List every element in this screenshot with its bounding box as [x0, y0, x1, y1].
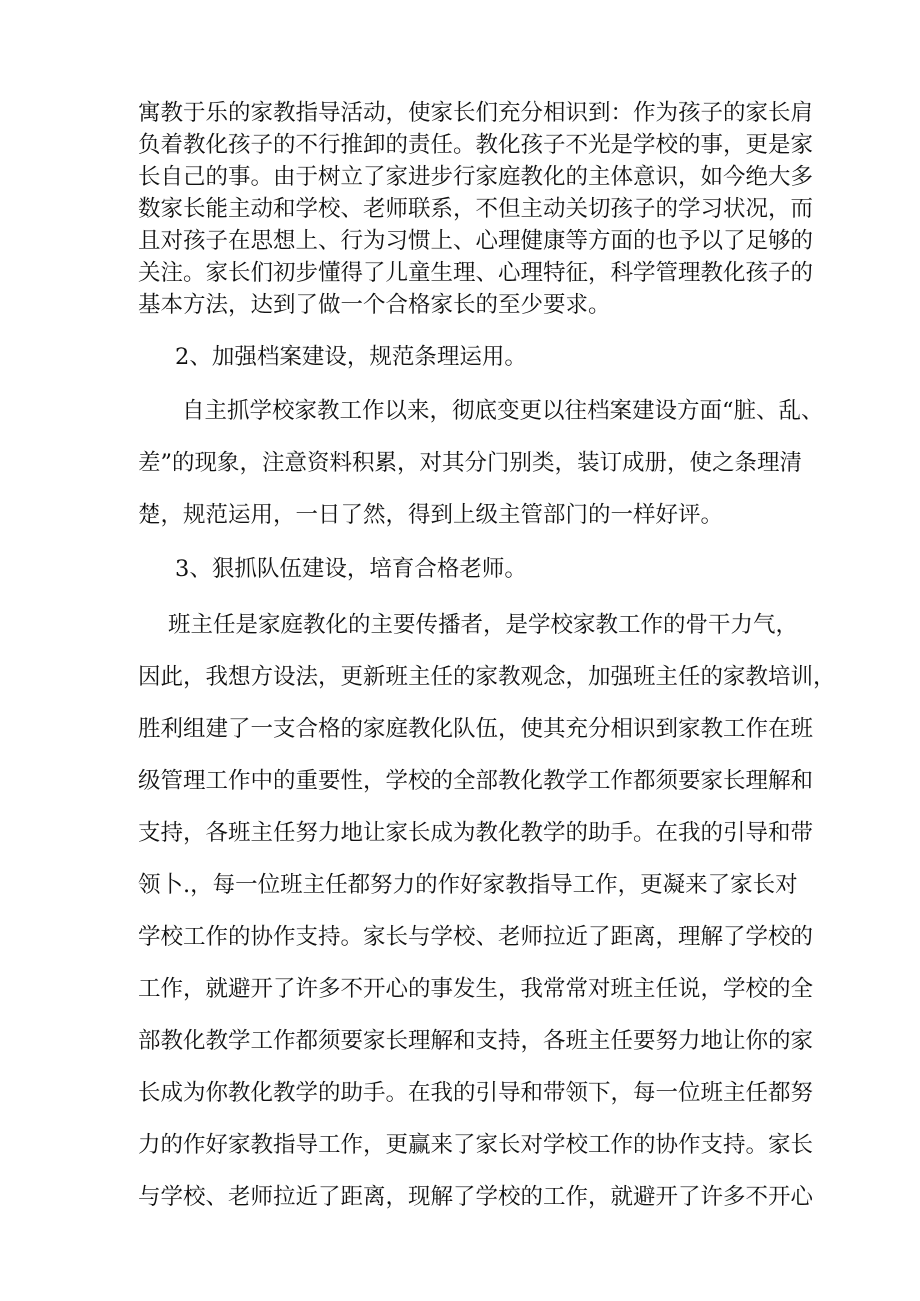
- paragraph-line: 关注。家长们初步懂得了儿童生理、心理特征，科学管理教化孩子的: [138, 260, 814, 286]
- paragraph-line: 学校工作的协作支持。家长与学校、老师拉近了距离，理解了学校的: [138, 924, 814, 950]
- paragraph-line: 自主抓学校家教工作以来，彻底变更以往档案建设方面“脏、乱、: [182, 398, 824, 424]
- paragraph-line: 力的作好家教指导工作，更赢来了家长对学校工作的协作支持。家长: [138, 1132, 814, 1158]
- paragraph-line: 负着教化孩子的不行推卸的责任。教化孩子不光是学校的事，更是家: [138, 132, 814, 158]
- paragraph-line: 楚，规范运用，一日了然，得到上级主管部门的一样好评。: [138, 502, 724, 528]
- paragraph-line: 与学校、老师拉近了距离，现解了学校的工作，就避开了许多不开心: [138, 1184, 814, 1210]
- paragraph-line: 基本方法，达到了做一个合格家长的至少要求。: [138, 292, 611, 318]
- paragraph-line: 胜利组建了一支合格的家庭教化队伍，使其充分相识到家教工作在班: [138, 716, 814, 742]
- paragraph-line: 长自己的事。由于树立了家进步行家庭教化的主体意识，如今绝大多: [138, 164, 814, 190]
- paragraph-line: 且对孩子在思想上、行为习惯上、心理健康等方面的也予以了足够的: [138, 228, 814, 254]
- paragraph-line: 长成为你教化教学的助手。在我的引导和带领下，每一位班主任都努: [138, 1080, 814, 1106]
- paragraph-line: 差”的现象，注意资料积累，对其分门别类，装订成册，使之条理清: [138, 450, 803, 476]
- section-heading: 2、加强档案建设，规范条理运用。: [175, 344, 527, 370]
- section-heading: 3、狠抓队伍建设，培育合格老师。: [175, 556, 527, 582]
- paragraph-line: 班主任是家庭教化的主要传播者，是学校家教工作的骨干力气，: [168, 612, 799, 638]
- paragraph-line: 级管理工作中的重要性，学校的全部教化教学工作都须要家长理解和: [138, 768, 814, 794]
- paragraph-line: 支持，各班主任努力地让家长成为教化教学的助手。在我的引导和带: [138, 820, 814, 846]
- paragraph-line: 数家长能主动和学校、老师联系，不但主动关切孩子的学习状况，而: [138, 196, 814, 222]
- paragraph-line: 寓教于乐的家教指导活动，使家长们充分相识到：作为孩子的家长肩: [138, 100, 814, 126]
- paragraph-line: 部教化教学工作都须要家长理解和支持，各班主任要努力地让你的家: [138, 1028, 814, 1054]
- paragraph-line: 因此，我想方设法，更新班主任的家教观念，加强班主任的家教培训，: [138, 664, 836, 690]
- paragraph-line: 工作，就避开了许多不开心的事发生，我常常对班主任说，学校的全: [138, 976, 814, 1002]
- paragraph-line: 领卜.，每一位班主任都努力的作好家教指导工作，更凝来了家长对: [138, 872, 798, 898]
